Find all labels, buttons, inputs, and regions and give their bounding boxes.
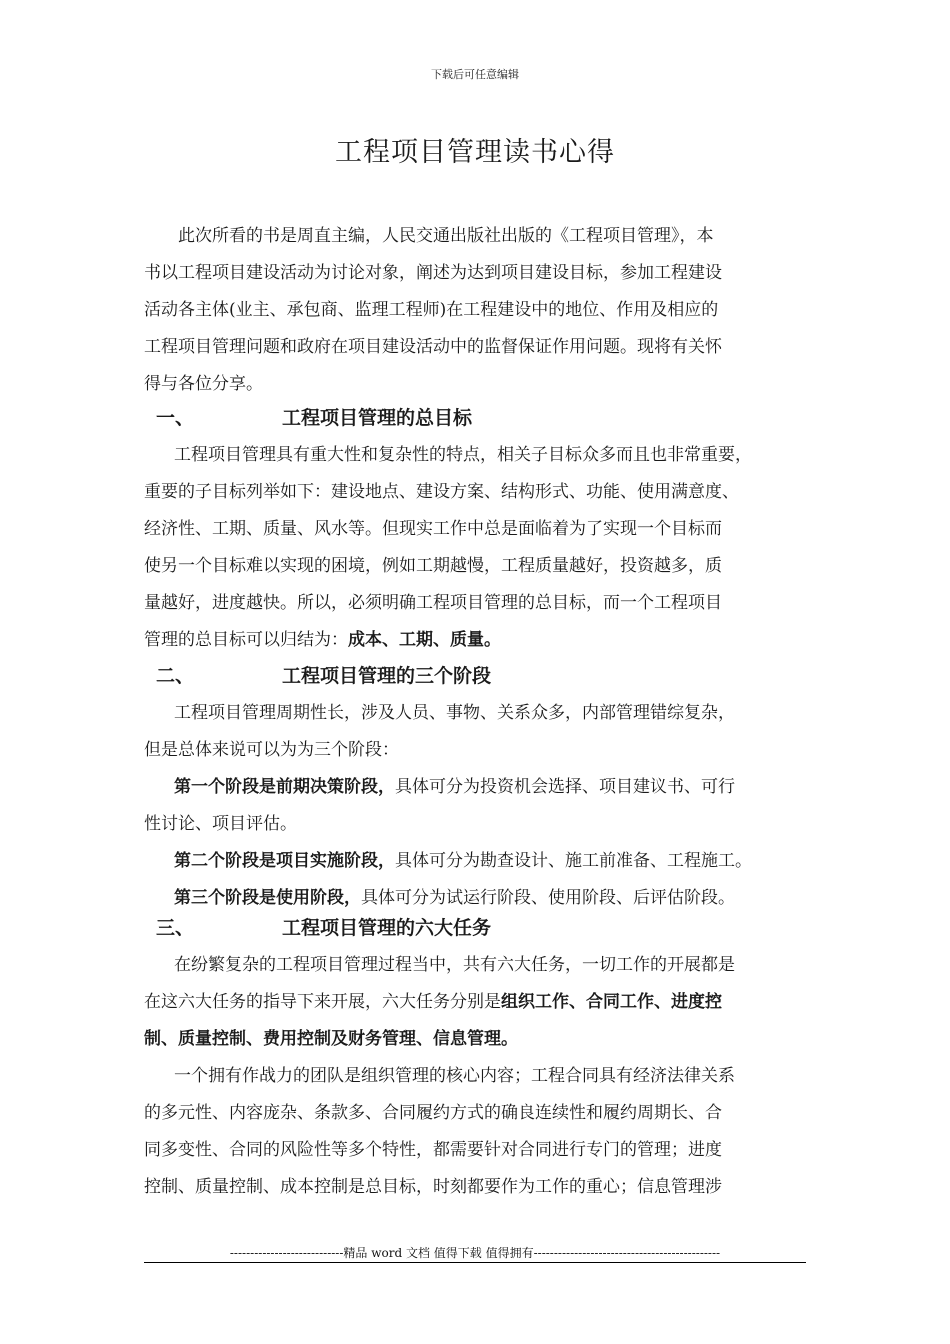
intro-line: 此次所看的书是周直主编，人民交通出版社出版的《工程项目管理》，本: [178, 226, 714, 246]
section-3-para-line: 一个拥有作战力的团队是组织管理的核心内容；工程合同具有经济法律关系: [174, 1066, 735, 1086]
section-2: [144, 658, 824, 917]
stage-1-label: 第一个阶段是前期决策阶段，: [174, 777, 395, 797]
section-2-heading: [144, 658, 824, 695]
stage-1-cont: 性讨论、项目评估。: [144, 814, 297, 834]
stage-2-text: 具体可分为勘查设计、施工前准备、工程施工。: [395, 851, 752, 871]
section-1-heading: [144, 400, 824, 437]
section-3-line-text: 在这六大任务的指导下来开展，六大任务分别是: [144, 992, 501, 1012]
stage-1: [144, 769, 824, 806]
document-title: 工程项目管理读书心得: [335, 137, 615, 168]
section-3-para-line: 同多变性、合同的风险性等多个特性，都需要针对合同进行专门的管理；进度: [144, 1140, 722, 1160]
footer-rule: [144, 1262, 806, 1263]
intro-paragraph: [144, 218, 824, 403]
section-3: [144, 910, 824, 1206]
stage-2: [144, 843, 824, 880]
tasks-highlight-cont: 制、质量控制、费用控制及财务管理、信息管理。: [144, 1029, 518, 1049]
section-1-line: [144, 622, 824, 659]
section-1-line: 经济性、工期、质量、风水等。但现实工作中总是面临着为了实现一个目标而: [144, 519, 722, 539]
footer-note: ----------------------------精品 word 文档 值得下载 值得拥有----------------------------------------------: [229, 1246, 721, 1260]
section-3-para-line: 的多元性、内容庞杂、条款多、合同履约方式的确良连续性和履约周期长、合: [144, 1103, 722, 1123]
section-1-title: 工程项目管理的总目标: [282, 407, 473, 429]
section-1-last-text: 管理的总目标可以归结为：: [144, 630, 348, 650]
section-1-line: 量越好，进度越快。所以，必须明确工程项目管理的总目标，而一个工程项目: [144, 593, 722, 613]
stage-3-label: 第三个阶段是使用阶段，: [174, 888, 361, 908]
intro-line: 活动各主体(业主、承包商、监理工程师)在工程建设中的地位、作用及相应的: [144, 300, 719, 320]
section-1-line: 重要的子目标列举如下：建设地点、建设方案、结构形式、功能、使用满意度、: [144, 482, 739, 502]
stage-1-text: 具体可分为投资机会选择、项目建议书、可行: [395, 777, 735, 797]
section-2-number: 二、: [156, 665, 195, 687]
section-3-line: 在纷繁复杂的工程项目管理过程当中，共有六大任务，一切工作的开展都是: [174, 955, 735, 975]
section-3-number: 三、: [156, 917, 195, 939]
section-1: [144, 400, 824, 659]
section-2-line: 工程项目管理周期性长，涉及人员、事物、关系众多，内部管理错综复杂，: [174, 703, 735, 723]
section-1-goal-highlight: 成本、工期、质量。: [348, 630, 501, 650]
section-3-heading: [144, 910, 824, 947]
section-1-line: 使另一个目标难以实现的困境，例如工期越慢，工程质量越好，投资越多，质: [144, 556, 722, 576]
stage-2-label: 第二个阶段是项目实施阶段，: [174, 851, 395, 871]
tasks-highlight: 组织工作、合同工作、进度控: [501, 992, 722, 1012]
section-1-line: 工程项目管理具有重大性和复杂性的特点，相关子目标众多而且也非常重要，: [174, 445, 752, 465]
section-3-line: [144, 984, 824, 1021]
intro-line: 工程项目管理问题和政府在项目建设活动中的监督保证作用问题。现将有关怀: [144, 337, 722, 357]
section-3-title: 工程项目管理的六大任务: [282, 917, 492, 939]
section-3-para-line: 控制、质量控制、成本控制是总目标，时刻都要作为工作的重心；信息管理涉: [144, 1177, 722, 1197]
section-1-number: 一、: [156, 407, 195, 429]
stage-3-text: 具体可分为试运行阶段、使用阶段、后评估阶段。: [361, 888, 735, 908]
header-note: 下载后可任意编辑: [431, 68, 519, 81]
intro-line: 书以工程项目建设活动为讨论对象，阐述为达到项目建设目标，参加工程建设: [144, 263, 722, 283]
intro-line: 得与各位分享。: [144, 374, 263, 394]
section-2-title: 工程项目管理的三个阶段: [282, 665, 492, 687]
section-2-line: 但是总体来说可以为为三个阶段：: [144, 740, 399, 760]
